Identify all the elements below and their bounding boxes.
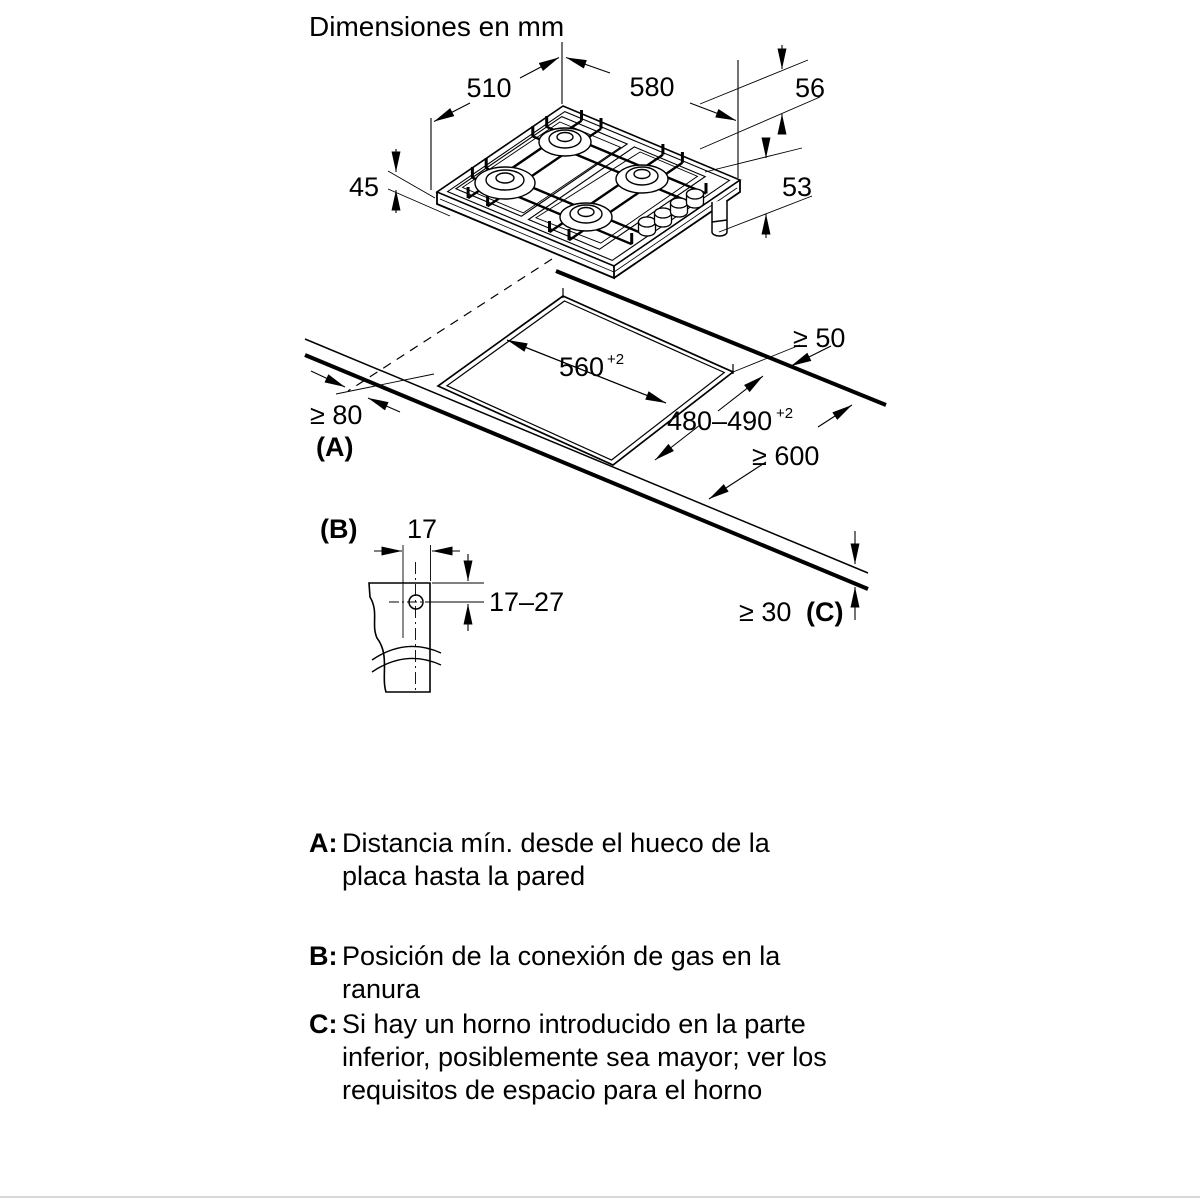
dim-back-clearance-label: ≥ 50 — [793, 323, 846, 353]
dim-cutout-depth-tolerance: +2 — [776, 405, 794, 422]
dim-cutout-width-tolerance: +2 — [607, 351, 625, 368]
dim-thickness-label: ≥ 30 — [739, 597, 792, 627]
page-title: Dimensiones en mm — [309, 11, 565, 42]
legend-key-b: B: — [309, 941, 338, 971]
dim-gas-depth-label: 17–27 — [489, 587, 565, 617]
dim-gas-offset-label: 17 — [406, 514, 438, 544]
dim-side-clearance-label: ≥ 80 — [310, 400, 363, 430]
legend-item-a — [309, 827, 869, 893]
legend-key-a: A: — [309, 828, 338, 858]
gas-connection-detail — [369, 545, 484, 692]
ref-c-label: (C) — [806, 597, 844, 627]
legend-key-c: C: — [309, 1009, 338, 1039]
dim-53-label: 53 — [781, 172, 813, 202]
legend-item-b — [309, 940, 869, 1006]
dim-cutout-width-label: 560 — [558, 352, 604, 382]
ref-b-label: (B) — [320, 514, 358, 544]
hob-isometric-view — [437, 106, 740, 278]
worktop-cutout-view — [305, 259, 886, 620]
bottom-divider — [0, 1196, 1200, 1198]
dim-45-label: 45 — [348, 172, 380, 202]
dim-front-clearance-label: ≥ 600 — [752, 441, 820, 471]
ref-a-label: (A) — [316, 432, 354, 462]
dim-cutout-depth-label: 480–490 — [667, 406, 773, 436]
dim-56-label: 56 — [794, 73, 826, 103]
legend-text-line: inferior, posiblemente sea mayor; ver los — [342, 1042, 827, 1072]
legend-text-line: Posición de la conexión de gas en la — [342, 941, 781, 971]
legend-text-line: Distancia mín. desde el hueco de la — [342, 828, 770, 858]
legend-text-line: ranura — [342, 974, 421, 1004]
legend — [309, 827, 869, 1107]
legend-text-line: Si hay un horno introducido en la parte — [342, 1009, 806, 1039]
legend-text-line: requisitos de espacio para el horno — [342, 1075, 763, 1105]
dim-510-label: 510 — [466, 73, 512, 103]
legend-text-line: placa hasta la pared — [342, 861, 586, 891]
legend-item-c — [309, 1008, 869, 1107]
dim-580-label: 580 — [629, 72, 675, 102]
hob-foot — [712, 200, 727, 236]
